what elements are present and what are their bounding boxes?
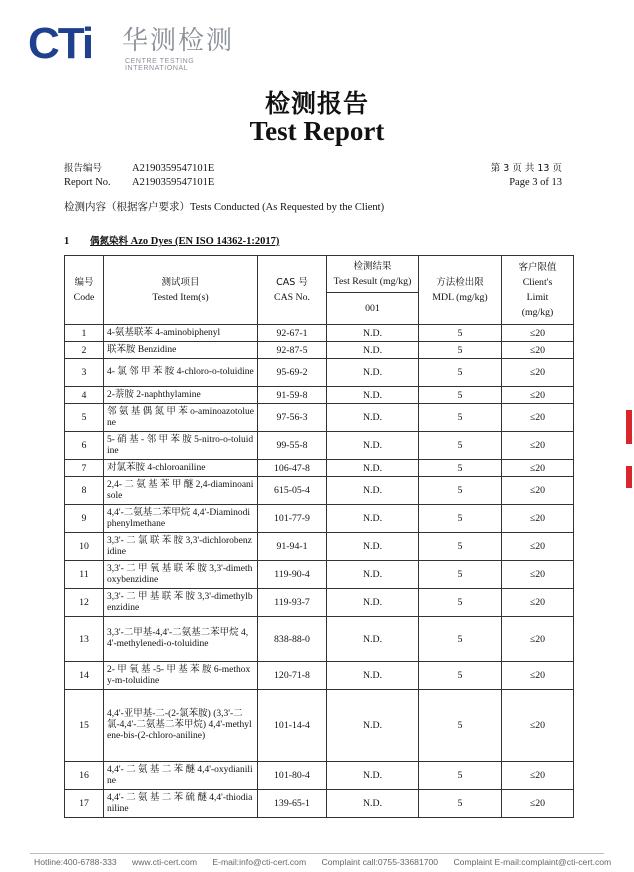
row-client-limit: ≤20 — [502, 404, 574, 432]
company-logo — [28, 18, 238, 72]
table-row — [65, 432, 574, 460]
row-cas-number: 101-77-9 — [258, 505, 327, 533]
row-client-limit: ≤20 — [502, 561, 574, 589]
row-result: N.D. — [327, 460, 419, 477]
row-client-limit: ≤20 — [502, 533, 574, 561]
row-client-limit: ≤20 — [502, 690, 574, 762]
page-number-cn: 第 3 页 共 13 页 — [490, 163, 562, 174]
row-tested-item: 对氯苯胺 4-chloroaniline — [104, 460, 258, 477]
row-code: 16 — [65, 762, 104, 790]
row-cas-number: 838-88-0 — [258, 617, 327, 662]
table-row — [65, 690, 574, 762]
row-code: 8 — [65, 477, 104, 505]
row-cas-number: 119-90-4 — [258, 561, 327, 589]
row-mdl: 5 — [419, 387, 502, 404]
row-code: 3 — [65, 359, 104, 387]
row-result: N.D. — [327, 790, 419, 818]
row-code: 9 — [65, 505, 104, 533]
title-english: Test Report — [249, 116, 385, 146]
row-mdl: 5 — [419, 533, 502, 561]
report-number-block — [64, 162, 214, 190]
row-cas-number: 91-59-8 — [258, 387, 327, 404]
table-row — [65, 404, 574, 432]
row-code: 11 — [65, 561, 104, 589]
row-code: 17 — [65, 790, 104, 818]
table-row — [65, 387, 574, 404]
row-cas-number: 91-94-1 — [258, 533, 327, 561]
row-tested-item: 4- 氯 邻 甲 苯 胺 4-chloro-o-toluidine — [104, 359, 258, 387]
row-mdl: 5 — [419, 342, 502, 359]
row-mdl: 5 — [419, 359, 502, 387]
row-result: N.D. — [327, 325, 419, 342]
table-row — [65, 505, 574, 533]
row-result: N.D. — [327, 533, 419, 561]
row-cas-number: 120-71-8 — [258, 662, 327, 690]
row-code: 2 — [65, 342, 104, 359]
row-mdl: 5 — [419, 432, 502, 460]
row-cas-number: 615-05-4 — [258, 477, 327, 505]
row-tested-item: 3,3'- 二 氯 联 苯 胺 3,3'-dichlorobenzidine — [104, 533, 258, 561]
row-client-limit: ≤20 — [502, 342, 574, 359]
row-cas-number: 97-56-3 — [258, 404, 327, 432]
row-client-limit: ≤20 — [502, 662, 574, 690]
row-code: 5 — [65, 404, 104, 432]
results-table — [64, 255, 574, 818]
row-tested-item: 邻 氨 基 偶 氮 甲 苯 o-aminoazotoluene — [104, 404, 258, 432]
row-cas-number: 95-69-2 — [258, 359, 327, 387]
row-code: 4 — [65, 387, 104, 404]
page-number-block — [491, 162, 562, 190]
test-scope: 检测内容（根据客户要求）Tests Conducted (As Requested by the Client) — [64, 202, 385, 213]
header-cas: CAS 号 CAS No. — [258, 256, 327, 325]
logo-chinese-name: 华测检测 — [122, 26, 235, 56]
row-result: N.D. — [327, 505, 419, 533]
header-tested-item: 测试项目 Tested Item(s) — [104, 256, 258, 325]
table-row — [65, 762, 574, 790]
row-cas-number: 139-65-1 — [258, 790, 327, 818]
page-number-en: Page 3 of 13 — [509, 177, 562, 188]
row-client-limit: ≤20 — [502, 617, 574, 662]
row-cas-number: 92-67-1 — [258, 325, 327, 342]
row-tested-item: 2-萘胺 2-naphthylamine — [104, 387, 258, 404]
row-client-limit: ≤20 — [502, 460, 574, 477]
row-tested-item: 4-氨基联苯 4-aminobiphenyl — [104, 325, 258, 342]
row-result: N.D. — [327, 662, 419, 690]
row-result: N.D. — [327, 762, 419, 790]
row-mdl: 5 — [419, 589, 502, 617]
edge-seal-mark — [626, 410, 632, 444]
footer — [34, 857, 624, 867]
row-code: 12 — [65, 589, 104, 617]
row-client-limit: ≤20 — [502, 505, 574, 533]
row-tested-item: 2,4- 二 氨 基 苯 甲 醚 2,4-diaminoanisole — [104, 477, 258, 505]
row-result: N.D. — [327, 359, 419, 387]
row-code: 13 — [65, 617, 104, 662]
row-tested-item: 4,4'- 二 氨 基 二 苯 醚 4,4'-oxydianiline — [104, 762, 258, 790]
row-result: N.D. — [327, 387, 419, 404]
footer-complaint-call: Complaint call:0755-33681700 — [321, 857, 439, 867]
row-result: N.D. — [327, 561, 419, 589]
row-tested-item: 2- 甲 氧 基 -5- 甲 基 苯 胺 6-methoxy-m-toluidine — [104, 662, 258, 690]
row-mdl: 5 — [419, 325, 502, 342]
row-code: 10 — [65, 533, 104, 561]
row-mdl: 5 — [419, 762, 502, 790]
row-client-limit: ≤20 — [502, 477, 574, 505]
row-client-limit: ≤20 — [502, 589, 574, 617]
footer-website: www.cti-cert.com — [132, 857, 197, 867]
report-no-label-cn: 报告编号 — [64, 163, 103, 174]
row-result: N.D. — [327, 342, 419, 359]
footer-hotline: Hotline:400-6788-333 — [34, 857, 117, 867]
row-mdl: 5 — [419, 690, 502, 762]
table-row — [65, 561, 574, 589]
header-mdl: 方法检出限 MDL (mg/kg) — [419, 256, 502, 325]
row-cas-number: 106-47-8 — [258, 460, 327, 477]
row-mdl: 5 — [419, 617, 502, 662]
row-cas-number: 119-93-7 — [258, 589, 327, 617]
row-result: N.D. — [327, 690, 419, 762]
row-tested-item: 4,4'- 二 氨 基 二 苯 硫 醚 4,4'-thiodianiline — [104, 790, 258, 818]
row-mdl: 5 — [419, 790, 502, 818]
table-row — [65, 662, 574, 690]
row-cas-number: 92-87-5 — [258, 342, 327, 359]
row-mdl: 5 — [419, 662, 502, 690]
row-code: 1 — [65, 325, 104, 342]
row-mdl: 5 — [419, 460, 502, 477]
row-tested-item: 4,4'-亚甲基-二-(2-氯苯胺) (3,3'-二氯-4,4'-二氨基二苯甲烷) 4,4'-methylene-bis-(2-chloro-aniline) — [104, 690, 258, 762]
row-client-limit: ≤20 — [502, 432, 574, 460]
row-code: 15 — [65, 690, 104, 762]
section-number: 1 — [64, 236, 70, 247]
edge-seal-mark — [626, 466, 632, 488]
table-row — [65, 477, 574, 505]
row-client-limit: ≤20 — [502, 387, 574, 404]
header-test-result: 检测结果 Test Result (mg/kg) 001 — [327, 256, 419, 325]
footer-complaint-email: Complaint E-mail:complaint@cti-cert.com — [453, 857, 612, 867]
logo-english-name: CENTRE TESTING INTERNATIONAL — [125, 58, 195, 72]
table-row — [65, 359, 574, 387]
row-result: N.D. — [327, 404, 419, 432]
row-client-limit: ≤20 — [502, 325, 574, 342]
report-no-label-en: Report No. — [64, 177, 111, 188]
table-row — [65, 790, 574, 818]
table-row — [65, 460, 574, 477]
sample-id: 001 — [365, 303, 380, 314]
row-tested-item: 3,3'- 二 甲 氧 基 联 苯 胺 3,3'-dimethoxybenzidine — [104, 561, 258, 589]
row-mdl: 5 — [419, 505, 502, 533]
section-title-cn: 偶氮染料 — [90, 236, 129, 247]
row-cas-number: 101-80-4 — [258, 762, 327, 790]
row-result: N.D. — [327, 617, 419, 662]
row-cas-number: 99-55-8 — [258, 432, 327, 460]
row-mdl: 5 — [419, 404, 502, 432]
row-client-limit: ≤20 — [502, 359, 574, 387]
row-result: N.D. — [327, 477, 419, 505]
row-mdl: 5 — [419, 477, 502, 505]
section-title-en: Azo Dyes (EN ISO 14362-1:2017) — [128, 236, 280, 247]
table-row — [65, 342, 574, 359]
row-tested-item: 4,4'-二氨基二苯甲烷 4,4'-Diaminodiphenylmethane — [104, 505, 258, 533]
table-row — [65, 589, 574, 617]
table-row — [65, 617, 574, 662]
row-tested-item: 3,3'- 二 甲 基 联 苯 胺 3,3'-dimethylbenzidine — [104, 589, 258, 617]
header-code: 编号 Code — [65, 256, 104, 325]
report-no-value-en: A2190359547101E — [132, 177, 215, 188]
header-client-limit: 客户限值 Client's Limit (mg/kg) — [502, 256, 574, 325]
row-result: N.D. — [327, 589, 419, 617]
row-code: 6 — [65, 432, 104, 460]
title-chinese: 检测报告 — [264, 89, 369, 118]
row-client-limit: ≤20 — [502, 790, 574, 818]
row-tested-item: 3,3'-二甲基-4,4'-二氨基二苯甲烷 4,4'-methylenedi-o-toluidine — [104, 617, 258, 662]
logo-mark: CTi — [28, 19, 93, 68]
row-mdl: 5 — [419, 561, 502, 589]
table-row — [65, 325, 574, 342]
table-row — [65, 533, 574, 561]
row-tested-item: 5- 硝 基 - 邻 甲 苯 胺 5-nitro-o-toluidine — [104, 432, 258, 460]
section-heading — [64, 233, 279, 247]
row-code: 7 — [65, 460, 104, 477]
row-result: N.D. — [327, 432, 419, 460]
footer-email: E-mail:info@cti-cert.com — [212, 857, 307, 867]
row-cas-number: 101-14-4 — [258, 690, 327, 762]
report-no-value-cn: A2190359547101E — [132, 163, 215, 174]
footer-divider — [30, 853, 604, 854]
row-code: 14 — [65, 662, 104, 690]
row-client-limit: ≤20 — [502, 762, 574, 790]
row-tested-item: 联苯胺 Benzidine — [104, 342, 258, 359]
